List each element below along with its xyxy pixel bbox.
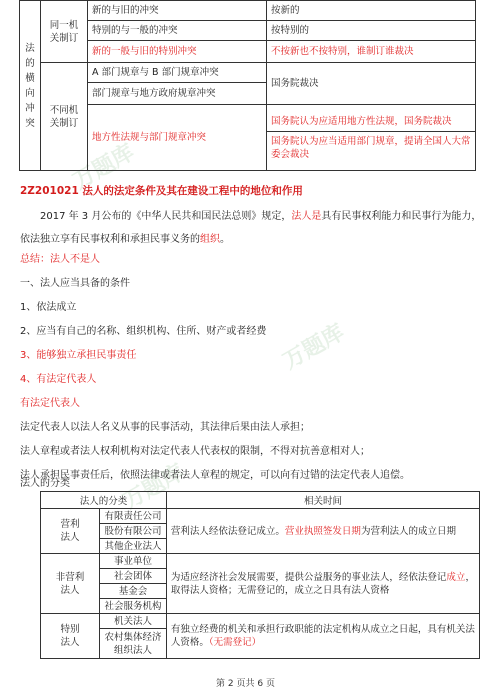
conditions-heading: 一、法人应当具备的条件 xyxy=(20,278,130,289)
rep-heading: 有法定代表人 xyxy=(20,398,80,409)
header-cell: 相关时间 xyxy=(166,492,479,509)
conflict-cell: 地方性法规与部门规章冲突 xyxy=(88,105,267,171)
rule-cell xyxy=(267,105,476,171)
rule-cell: 不按新也不按特别，谁制订谁裁决 xyxy=(267,41,476,63)
condition-item: 4、有法定代表人 xyxy=(20,374,97,385)
section-heading: 2Z201021 法人的法定条件及其在建设工程中的地位和作用 xyxy=(20,185,303,197)
intro-text: 具有民事权利能力和民事行为能力，依法独立享有民事权利和承担民事义务的 xyxy=(20,211,482,245)
same-org-label: 同一机关制订 xyxy=(49,19,79,44)
rule-a: 国务院认为应适用地方性法规，国务院裁决 xyxy=(267,112,475,132)
intro-text: 。 xyxy=(220,234,230,245)
class-label-cell xyxy=(41,614,100,659)
class-label: 特别法人 xyxy=(60,624,80,648)
conflict-cell: A 部门规章与 B 部门规章冲突 xyxy=(88,63,267,83)
class-label: 营利法人 xyxy=(60,519,80,543)
class-label: 非营利法人 xyxy=(55,571,85,596)
category-cell xyxy=(20,1,41,171)
time-highlight: 营业执照签发日期 xyxy=(284,525,361,537)
rule-cell: 国务院裁决 xyxy=(267,63,476,105)
intro-paragraph xyxy=(20,205,482,251)
header-cell: 法人的分类 xyxy=(41,492,167,509)
time-cell xyxy=(166,509,479,554)
class-label-cell xyxy=(41,554,100,614)
class-label-cell xyxy=(41,509,100,554)
subclass-cell: 有限责任公司 xyxy=(100,509,167,524)
conflict-cell: 特别的与一般的冲突 xyxy=(88,21,267,41)
conflict-cell: 部门规章与地方政府规章冲突 xyxy=(88,83,267,105)
subclass-cell: 农村集体经济组织法人 xyxy=(100,629,167,659)
diff-org-cell xyxy=(41,63,88,171)
subclass-cell: 股份有限公司 xyxy=(100,524,167,539)
intro-highlight: 组织 xyxy=(200,234,220,245)
rule-b: 国务院认为应当适用部门规章，提请全国人大常委会裁决 xyxy=(271,135,471,160)
condition-item: 2、应当有自己的名称、组织机构、住所、财产或者经费 xyxy=(20,326,267,337)
rep-paragraph: 法定代表人以法人名义从事的民事活动，其法律后果由法人承担； xyxy=(20,422,310,433)
watermark: 万题库 xyxy=(69,139,139,195)
category-label: 法的横向冲突 xyxy=(25,42,35,129)
subclass-cell: 事业单位 xyxy=(100,554,167,569)
subclass-cell: 其他企业法人 xyxy=(100,539,167,554)
conflict-cell: 新的与旧的冲突 xyxy=(88,1,267,21)
subclass-cell: 社会团体 xyxy=(100,569,167,584)
rep-paragraph: 法人章程或者法人权利机构对法定代表人代表权的限制，不得对抗善意相对人； xyxy=(20,446,370,457)
summary: 总结：法人不是人 xyxy=(20,254,100,265)
time-cell: 有独立经费的机关和承担行政职能的法定机构从成立之日起，具有机关法人资格。（无需登记） xyxy=(166,614,479,659)
intro-text: 2017 年 3 月公布的《中华人民共和国民法总则》规定， xyxy=(40,211,292,222)
time-text: 为营利法人的成立日期 xyxy=(360,525,456,537)
same-org-cell xyxy=(41,1,88,63)
subclass-cell: 社会服务机构 xyxy=(100,599,167,614)
class-heading: 法人的分类 xyxy=(20,478,70,489)
condition-item: 3、能够独立承担民事责任 xyxy=(20,350,137,361)
watermark: 万题库 xyxy=(119,459,189,515)
rule-cell: 按新的 xyxy=(267,1,476,21)
page-footer: 第 2 页共 6 页 xyxy=(216,679,275,689)
subclass-cell: 机关法人 xyxy=(100,614,167,629)
diff-org-label: 不同机关制订 xyxy=(49,104,79,129)
time-highlight: 成立 xyxy=(446,571,466,583)
time-text: 营利法人经依法登记成立。 xyxy=(170,525,285,537)
conflict-table xyxy=(19,0,476,171)
intro-highlight: 法人是 xyxy=(291,211,322,222)
rep-paragraph: 法人承担民事责任后，依照法律或者法人章程的规定，可以向有过错的法定代表人追偿。 xyxy=(20,470,410,481)
watermark: 万题库 xyxy=(279,319,349,375)
conflict-cell: 新的一般与旧的特别冲突 xyxy=(88,41,267,63)
time-highlight: （无需登记） xyxy=(208,637,262,648)
time-cell: 为适应经济社会发展需要，提供公益服务的事业法人，经依法登记成立，取得法人资格；无需登记的，成立之日具有法人资格 xyxy=(166,554,479,614)
condition-item: 1、依法成立 xyxy=(20,302,77,313)
subclass-cell: 基金会 xyxy=(100,584,167,599)
classification-table xyxy=(40,491,480,659)
rule-cell: 按特别的 xyxy=(267,21,476,41)
